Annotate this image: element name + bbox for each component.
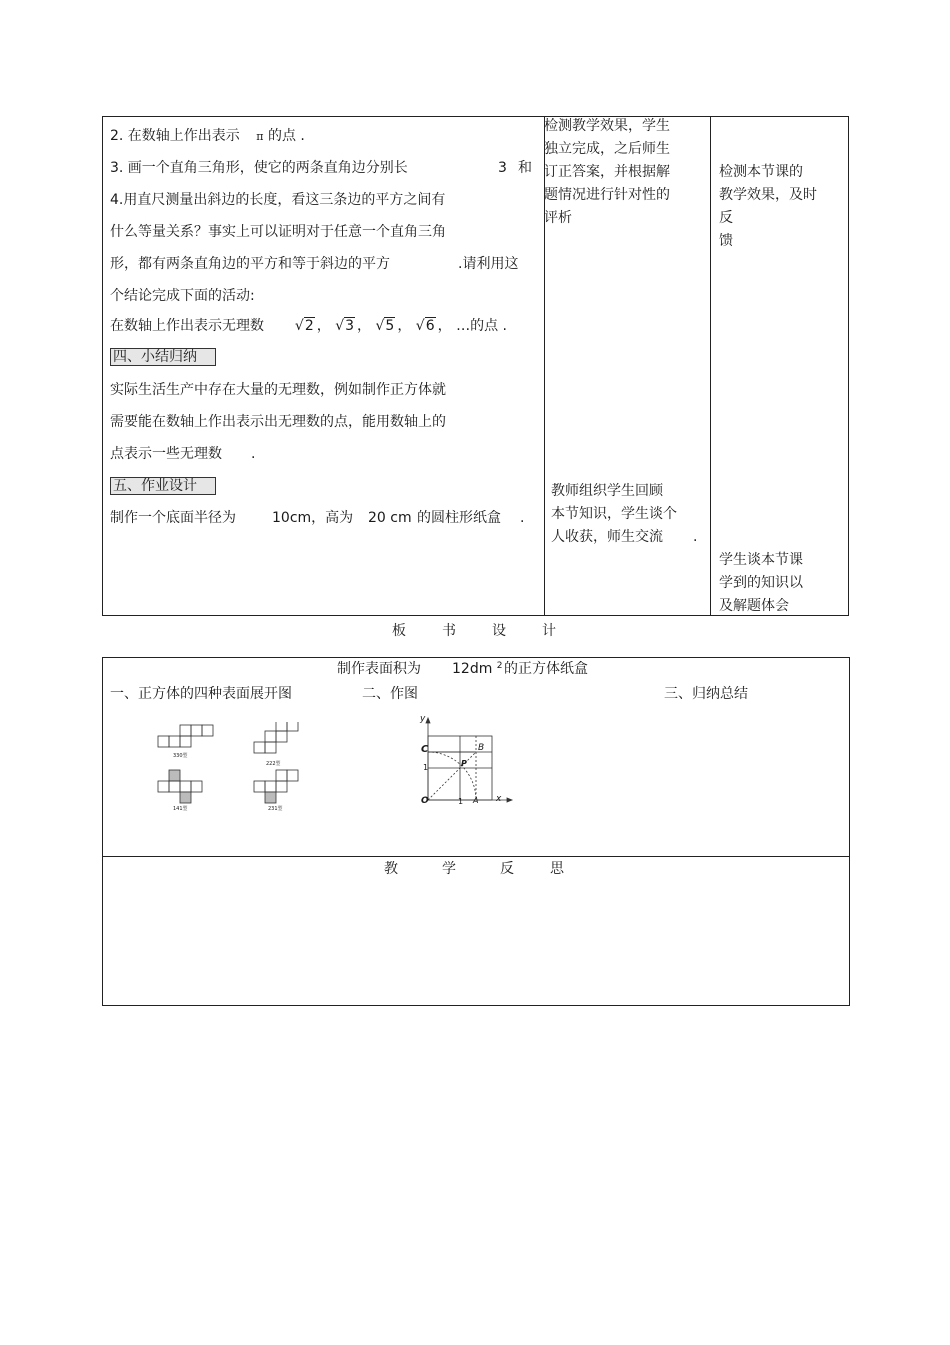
net-231 [254, 770, 298, 803]
summary-line-3-end: . [251, 446, 256, 462]
item-3-number: 3 [498, 160, 507, 176]
board-title-part-1: 制作表面积为 [337, 661, 421, 677]
board-col-3-heading: 三、归纳总结 [664, 686, 748, 702]
item-2-end: 的点 . [267, 128, 305, 144]
homework-text-end: . [520, 510, 525, 526]
plot-label-p: P [461, 759, 467, 768]
item-4: 4.用直尺测量出斜边的长度，看这三条边的平方之间有 [110, 192, 446, 208]
item-2-text: 2. 在数轴上作出表示 [110, 128, 240, 144]
plot-label-1-x: 1 [458, 797, 464, 806]
pi-symbol: π [256, 130, 264, 143]
cube-nets-figure [150, 722, 310, 814]
item-3 [110, 160, 408, 176]
plot-label-y: y [420, 714, 426, 724]
reflection-heading-char-2: 学 [442, 861, 456, 877]
board-heading [392, 623, 556, 639]
net-141 [158, 770, 202, 803]
homework-text-3: 20 cm [368, 510, 412, 526]
summary-line-2: 需要能在数轴上作出表示出无理数的点，能用数轴上的 [110, 414, 446, 430]
board-heading-char-2: 书 [442, 623, 456, 639]
construction-plot [418, 714, 518, 810]
reflection-heading-char-4: 思 [550, 861, 564, 877]
board-title-part-2 [452, 661, 503, 677]
plot-label-x: x [496, 794, 502, 804]
right-line-6: 学到的知识以 [719, 575, 803, 591]
net-label-231: 231型 [268, 806, 283, 812]
board-heading-char-1: 板 [392, 623, 406, 639]
board-heading-char-4: 计 [542, 623, 556, 639]
plot-label-o: O [421, 796, 429, 806]
middle-line-7: 本节知识，学生谈个 [551, 506, 677, 522]
comma: ， [357, 318, 372, 334]
sqrt-2: √2 [294, 318, 314, 334]
homework-text-2: 10cm，高为 [272, 510, 354, 526]
x-axis-arrow [507, 798, 512, 802]
board-title-unit: 12dm [452, 661, 493, 677]
right-line-7: 及解题体会 [719, 598, 789, 614]
net-label-222: 222型 [266, 761, 281, 767]
item-3-and: 和 [518, 160, 532, 176]
plot-label-1-y: 1 [423, 763, 429, 772]
summary-line-1: 实际生活生产中存在大量的无理数，例如制作正方体就 [110, 382, 446, 398]
reflection-heading [384, 861, 564, 877]
roots-line [110, 318, 507, 334]
reflection-heading-char-3: 反 [500, 861, 514, 877]
plot-label-c: C [421, 744, 429, 755]
diagonal-o-b [428, 752, 476, 800]
item-2 [110, 128, 305, 145]
comma: ， [316, 318, 331, 334]
reflection-heading-char-1: 教 [384, 861, 398, 877]
section-5-label: 五、作业设计 [110, 477, 216, 495]
reflection-box [102, 856, 850, 1006]
column-divider-2 [710, 117, 711, 615]
item-4-line-4: 个结论完成下面的活动: [110, 288, 255, 304]
roots-line-end: …的点 . [456, 318, 507, 334]
sqrt-3: √3 [335, 318, 355, 334]
homework-text-1: 制作一个底面半径为 [110, 510, 236, 526]
middle-line-8: 人收获，师生交流 [551, 529, 663, 545]
right-line-5: 学生谈本节课 [719, 552, 803, 568]
middle-line-5: 评析 [544, 210, 572, 226]
net-222 [254, 722, 298, 753]
middle-line-4: 题情况进行针对性的 [544, 187, 670, 203]
middle-line-6: 教师组织学生回顾 [551, 483, 663, 499]
homework-text-4: 的圆柱形纸盒 [417, 510, 501, 526]
board-col-2-heading: 二、作图 [362, 686, 418, 702]
middle-line-2: 独立完成，之后师生 [544, 141, 670, 157]
roots-line-text: 在数轴上作出表示无理数 [110, 318, 264, 334]
item-3-text: 3. 画一个直角三角形，使它的两条直角边分别长 [110, 160, 408, 176]
board-col-1-heading: 一、正方体的四种表面展开图 [110, 686, 292, 702]
summary-line-3: 点表示一些无理数 [110, 446, 222, 462]
net-330 [158, 725, 213, 747]
item-4-line-2: 什么等量关系？事实上可以证明对于任意一个直角三角 [110, 224, 446, 240]
section-5-heading [110, 477, 216, 495]
net-label-141: 141型 [173, 806, 188, 812]
comma: ， [437, 318, 452, 334]
right-line-4: 馈 [719, 233, 733, 249]
comma: ， [397, 318, 412, 334]
board-heading-char-3: 设 [492, 623, 506, 639]
board-title-part-3: 的正方体纸盒 [504, 661, 588, 677]
section-4-label: 四、小结归纳 [110, 348, 216, 366]
item-4-line-3: 形，都有两条直角边的平方和等于斜边的平方 [110, 256, 390, 272]
board-title-exponent: 2 [496, 661, 503, 671]
sqrt-6: √6 [415, 318, 435, 334]
right-line-2: 教学效果，及时 [719, 187, 817, 203]
y-axis-arrow [426, 718, 430, 723]
sqrt-5: √5 [375, 318, 395, 334]
item-4-line-3-end: .请利用这 [458, 256, 519, 272]
plot-label-a: A [473, 796, 479, 805]
middle-line-1: 检测教学效果，学生 [544, 118, 670, 134]
plot-label-b: B [478, 743, 485, 753]
right-line-1: 检测本节课的 [719, 164, 803, 180]
net-label-330: 330型 [173, 753, 188, 759]
middle-line-3: 订正答案，并根据解 [544, 164, 670, 180]
section-4-heading [110, 348, 216, 366]
right-line-3: 反 [719, 210, 733, 226]
middle-line-8-end: . [693, 529, 698, 545]
